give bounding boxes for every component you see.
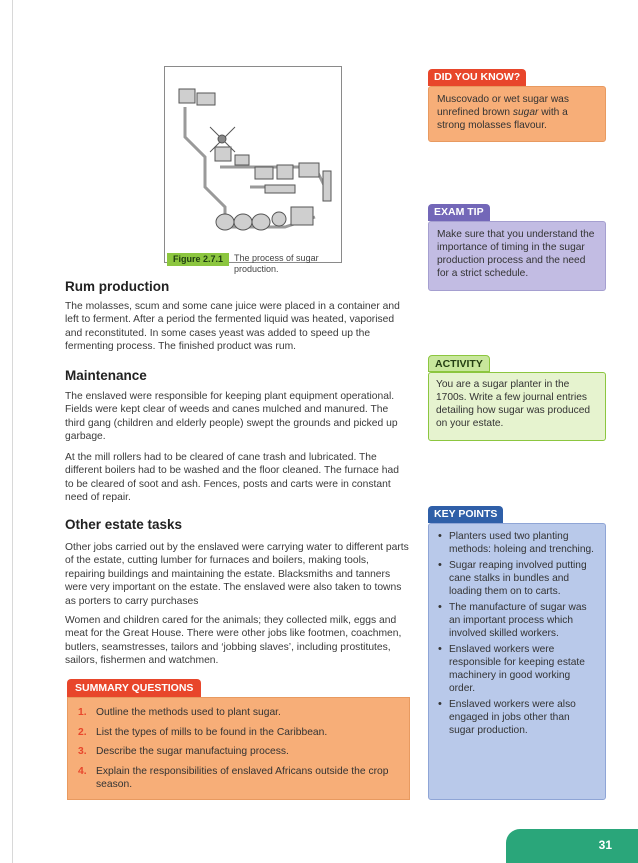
summary-questions-list [78,706,399,792]
key-points-list [435,530,597,737]
question-number: 1. [78,707,87,718]
summary-questions-title: SUMMARY QUESTIONS [67,679,201,697]
key-points-box [428,523,606,800]
exam-tip-box [428,221,606,291]
heading-maintenance: Maintenance [65,368,147,383]
heading-rum-production: Rum production [65,279,170,294]
page-number: 31 [598,838,612,852]
figure-number-tag: Figure 2.7.1 [167,253,229,266]
summary-question-item [78,745,399,759]
question-text: Outline the methods used to plant sugar. [96,707,281,718]
sugar-production-figure [164,66,342,263]
other-paragraph-2: Women and children cared for the animals; they collected milk, eggs and meat for the Great House. There were other jobs like footmen, coachmen, butlers, seamstresses, tailors and ‘jobbing slaves’, including prostitutes, sailors, fishermen and watchmen. [65,615,402,667]
summary-question-item [78,726,399,740]
exam-tip-title: EXAM TIP [428,204,490,221]
question-text: List the types of mills to be found in the Caribbean. [96,726,328,738]
key-point-item: • Sugar reaping involved putting cane stalks in bundles and loading them on to carts. [435,559,597,598]
question-text: Describe the sugar manufactuing process. [96,746,289,757]
page-number-tab [506,829,638,863]
key-points-title: KEY POINTS [428,506,503,523]
did-you-know-text-end: with a strong molasses flavour. [437,107,568,131]
activity-title: ACTIVITY [428,355,490,372]
key-point-item: • Enslaved workers were responsible for keeping estate machinery in good working order. [435,643,597,695]
other-paragraph-1: Other jobs carried out by the enslaved were carrying water to different parts of the estate, cutting lumber for furnaces and boilers, making tools, repairing buildings and maintaining the estate. Blacksmiths and tanners were very important on the estate. The enslaved were also taken to towns as porters to carry purchases [65,542,409,607]
key-point-item: • Planters used two planting methods: holeing and trenching. [435,530,597,556]
did-you-know-text-start: Muscovado or wet sugar was unrefined brown [437,94,569,118]
maintenance-paragraph-2: At the mill rollers had to be cleared of cane trash and lubricated. The different boilers had to be washed and the floor cleaned. The furnace had to be cleared of soot and ash. Fences, posts and carts were in constant need of repair. [65,452,399,504]
question-number: 4. [78,765,87,777]
did-you-know-box [428,86,606,142]
summary-questions-box [67,697,410,800]
figure-caption-text: The process of sugar production. [234,253,319,274]
summary-question-item [78,765,399,792]
sugar-production-illustration [165,67,341,262]
exam-tip-text: Make sure that you understand the importance of timing in the sugar production process and the need for a strict schedule. [437,229,595,279]
did-you-know-title: DID YOU KNOW? [428,69,526,86]
question-number: 2. [78,726,87,738]
activity-text: You are a sugar planter in the 1700s. Write a few journal entries detailing how sugar was produced on your estate. [436,379,591,429]
summary-question-item [78,706,399,720]
maintenance-paragraph-1: The enslaved were responsible for keeping plant equipment operational. Fields were kept clear of weeds and canes mulched and manured. The third gang (children and elderly people) swept the grounds and picked up garbage. [65,391,398,443]
heading-other-estate-tasks: Other estate tasks [65,517,183,532]
did-you-know-text-italic: sugar [512,107,539,118]
figure-caption [167,253,319,275]
key-point-item: • The manufacture of sugar was an important process which involved skilled workers. [435,601,597,640]
question-number: 3. [78,746,87,757]
key-point-item: • Enslaved workers were also engaged in jobs other than sugar production. [435,698,597,737]
page-edge-rule [12,0,13,863]
question-text: Explain the responsibilities of enslaved Africans outside the crop season. [96,765,389,790]
rum-paragraph-1: The molasses, scum and some cane juice were placed in a container and left to ferment. After a period the fermented liquid was heated, vaporised and reconstituted. In some cases yeast was added to speed up the fermenting process. The finished product was rum. [65,301,400,353]
activity-box [428,372,606,441]
